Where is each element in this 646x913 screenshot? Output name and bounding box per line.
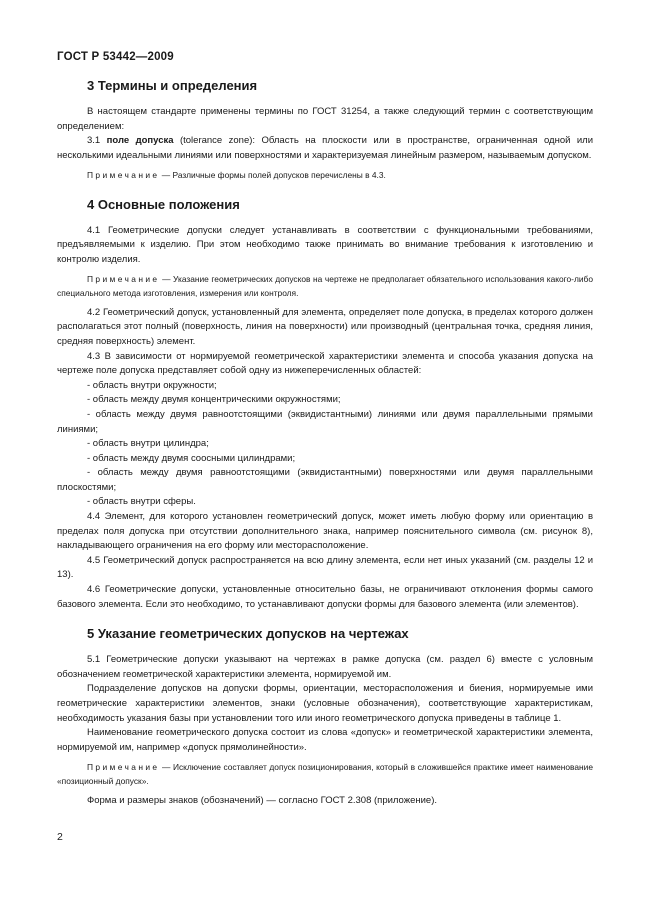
paragraph-5-3: Наименование геометрического допуска состоит из слова «допуск» и геометрической характеристики элемента, нормируемой им, например «допуск прямолинейности».	[57, 727, 593, 753]
document-header: ГОСТ Р 53442—2009	[57, 51, 174, 63]
paragraph-4-4: 4.4 Элемент, для которого установлен геометрический допуск, может иметь любую форму или ориентацию в пределах поля допуска при отсутствии дополнительного знака, например пояснительного символа (см. рисунок 8), накладывающего ограничения на его форму или месторасположение.	[57, 511, 593, 552]
section-4-note	[57, 273, 593, 299]
section-3-intro: В настоящем стандарте применены термины по ГОСТ 31254, а также следующий термин с соответствующим определением:	[57, 106, 593, 132]
list-item: - область между двумя концентрическими окружностями;	[87, 394, 341, 406]
page-content	[57, 78, 593, 808]
note-text: — Указание геометрических допусков на чертеже не предполагает обязательного использования какого-либо специального метода изготовления, измерения или контроля.	[57, 274, 593, 298]
list-item: - область внутри цилиндра;	[87, 438, 209, 450]
section-3-note	[57, 169, 593, 182]
section-3-heading: 3 Термины и определения	[87, 78, 258, 93]
paragraph-5-1: 5.1 Геометрические допуски указывают на чертежах в рамке допуска (см. раздел 6) вместе с условным обозначением геометрической характеристики элемента, нормируемой им.	[57, 654, 593, 680]
note-text: — Исключение составляет допуск позиционирования, который в сложившейся практике имеет наименование «позиционный допуск».	[57, 762, 593, 786]
paragraph-5-2: Подразделение допусков на допуски формы, ориентации, месторасположения и биения, нормируемые ими геометрические характеристики элементов, знаки (условные обозначения), соответствующие характеристикам, необходимость указания базы при установлении того или иного геометрического допуска приведены в таблице 1.	[57, 683, 593, 724]
note-label: Примечание	[87, 170, 160, 181]
paragraph-4-3: 4.3 В зависимости от нормируемой геометрической характеристики элемента и способа указания допуска на чертеже поле допуска представляет собой одну из нижеперечисленных областей:	[57, 350, 593, 377]
note-text: — Различные формы полей допусков перечислены в 4.3.	[159, 170, 386, 181]
term-definition: (tolerance zone): Область на плоскости или в пространстве, ограниченная одной или несколькими идеальными линиями или поверхностями и характеризуемая линейным размером, называемым допуском.	[57, 135, 593, 161]
term-name: поле допуска	[106, 135, 174, 147]
term-number: 3.1	[87, 135, 107, 147]
paragraph-4-2: 4.2 Геометрический допуск, установленный для элемента, определяет поле допуска, в пределах которого должен располагаться этот полный (поверхность, линия на поверхности) или производный (центральная точка, средняя линия, средняя поверхность) элемент.	[57, 306, 593, 347]
list-item: - область внутри окружности;	[87, 379, 217, 391]
list-item: - область внутри сферы.	[87, 496, 196, 508]
section-4-heading: 4 Основные положения	[87, 196, 240, 212]
paragraph-4-5: 4.5 Геометрический допуск распространяется на всю длину элемента, если нет иных указаний (см. разделы 12 и 13).	[57, 554, 593, 581]
section-5-heading: 5 Указание геометрических допусков на чертежах	[87, 626, 409, 642]
paragraph-4-6: 4.6 Геометрические допуски, установленные относительно базы, не ограничивают отклонения формы самого базового элемента. Если это необходимо, то устанавливают допуски формы для базового элемента (или элементов).	[57, 584, 593, 610]
term-3-1	[57, 134, 593, 163]
paragraph-5-4: Форма и размеры знаков (обозначений) — согласно ГОСТ 2.308 (приложение).	[87, 794, 438, 806]
section-5-note	[57, 761, 593, 787]
list-item: - область между двумя равноотстоящими (эквидистантными) поверхностями или двумя параллельными плоскостями;	[57, 467, 593, 493]
list-item: - область между двумя соосными цилиндрами;	[87, 452, 296, 464]
page-number: 2	[57, 831, 63, 843]
note-label: Примечание	[87, 274, 160, 285]
note-label: Примечание	[87, 762, 160, 773]
list-item: - область между двумя равноотстоящими (эквидистантными) линиями или двумя параллельными прямыми линиями;	[57, 408, 593, 435]
paragraph-4-1: 4.1 Геометрические допуски следует устанавливать в соответствии с функциональными требованиями, предъявляемыми к изделию. При этом необходимо также принимать во внимание требования к изготовлению и контролю изделия.	[57, 224, 593, 265]
